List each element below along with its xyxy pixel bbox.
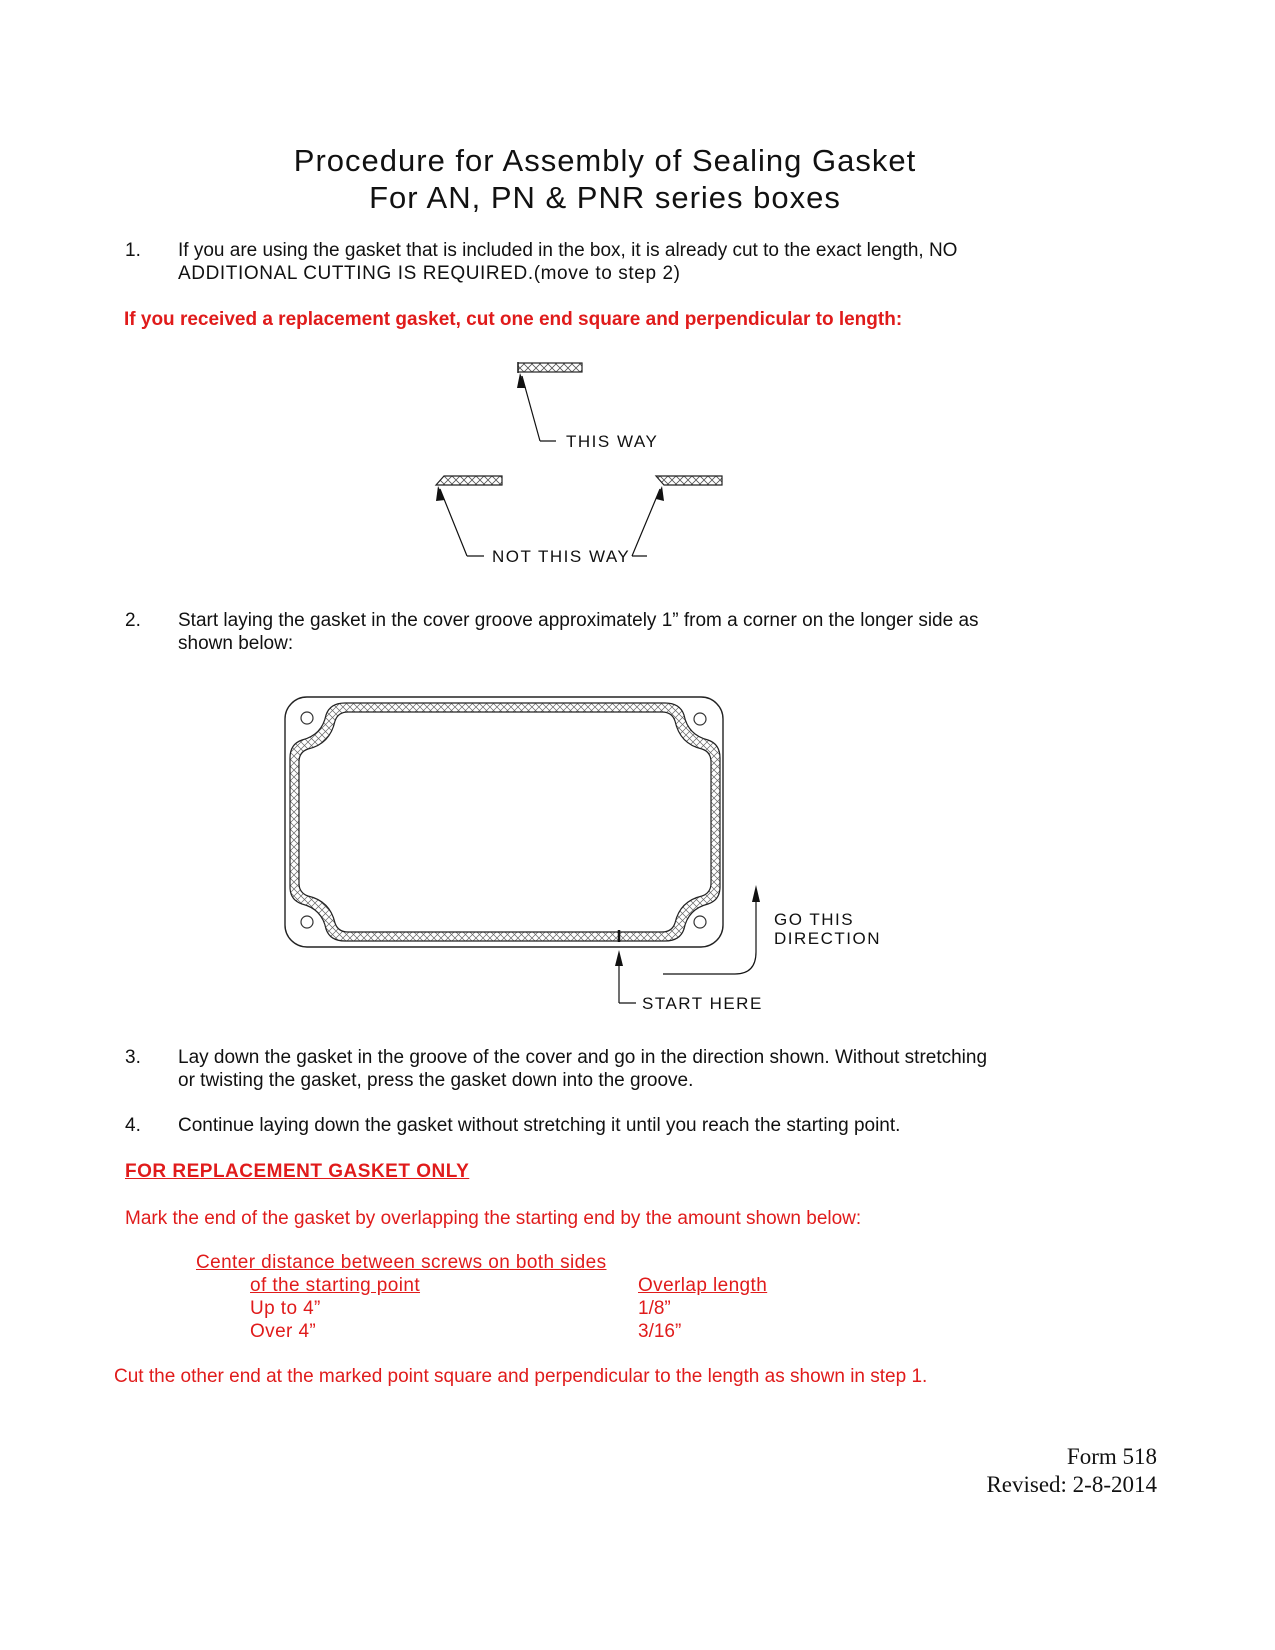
not-this-way-label: NOT THIS WAY: [492, 547, 631, 566]
step-1-line-2: ADDITIONAL CUTTING IS REQUIRED.(move to step 2): [178, 263, 681, 284]
start-here-arrowhead: [615, 950, 623, 966]
go-direction-label-1: GO THIS: [774, 910, 855, 929]
step-4-text: Continue laying down the gasket without stretching it until you reach the starting point.: [178, 1115, 901, 1136]
step-1-number: 1.: [125, 240, 141, 261]
go-direction-label-2: DIRECTION: [774, 929, 881, 948]
step-2-number: 2.: [125, 610, 141, 631]
direction-arrowhead: [752, 885, 760, 902]
step-1-line-1: If you are using the gasket that is included in the box, it is already cut to the exact length, NO: [178, 240, 958, 261]
table-row-overlap: 1/8”: [638, 1298, 671, 1319]
table-row-overlap: 3/16”: [638, 1321, 682, 1342]
table-header-distance-1: Center distance between screws on both sides: [196, 1252, 607, 1273]
page-subtitle: For AN, PN & PNR series boxes: [369, 180, 841, 215]
gasket-band: [290, 703, 720, 941]
start-here-leader: [619, 962, 636, 1003]
table-header-distance-2: of the starting point: [250, 1275, 421, 1296]
start-here-label: START HERE: [642, 994, 763, 1013]
page-title: Procedure for Assembly of Sealing Gasket: [293, 143, 917, 178]
screw-hole-top-right: [694, 713, 706, 725]
table-row-distance: Up to 4”: [250, 1298, 321, 1319]
screw-hole-bottom-left: [301, 916, 313, 928]
cover-outline: [285, 697, 723, 947]
final-instruction: Cut the other end at the marked point square and perpendicular to the length as shown in step 1.: [114, 1366, 928, 1387]
this-way-label: THIS WAY: [566, 432, 659, 451]
step-2-line-2: shown below:: [178, 633, 294, 654]
step-3-number: 3.: [125, 1047, 141, 1068]
replacement-note: If you received a replacement gasket, cut one end square and perpendicular to length:: [124, 309, 903, 330]
screw-hole-top-left: [301, 712, 313, 724]
table-header-overlap: Overlap length: [638, 1275, 768, 1296]
revised-date: Revised: 2-8-2014: [986, 1472, 1157, 1497]
step-3-line-2: or twisting the gasket, press the gasket down into the groove.: [178, 1070, 694, 1091]
screw-hole-bottom-right: [694, 916, 706, 928]
table-row-distance: Over 4”: [250, 1321, 317, 1342]
replacement-heading: FOR REPLACEMENT GASKET ONLY: [125, 1161, 470, 1182]
form-number: Form 518: [1066, 1444, 1157, 1469]
step-2-line-1: Start laying the gasket in the cover groove approximately 1” from a corner on the longer side as: [178, 610, 979, 631]
step-4-number: 4.: [125, 1115, 141, 1136]
replacement-instruction: Mark the end of the gasket by overlapping the starting end by the amount shown below:: [125, 1208, 862, 1229]
step-3-line-1: Lay down the gasket in the groove of the cover and go in the direction shown. Without stretching: [178, 1047, 988, 1068]
